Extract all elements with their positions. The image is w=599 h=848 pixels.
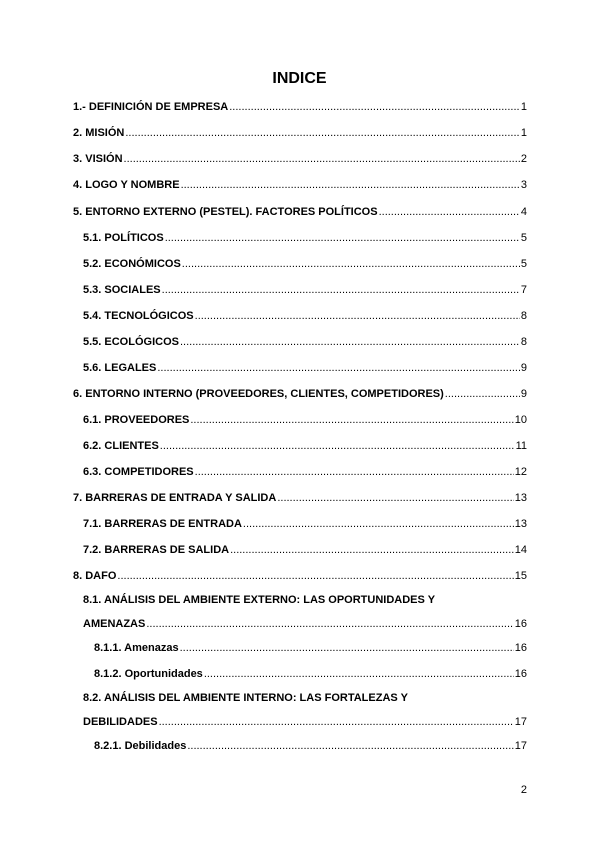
toc-entry[interactable] xyxy=(83,691,527,729)
toc-entry[interactable] xyxy=(83,593,527,631)
toc-entry-label: 7. BARRERAS DE ENTRADA Y SALIDA xyxy=(73,492,277,504)
dot-leader xyxy=(379,205,520,219)
toc-entry-page: 13 xyxy=(514,492,527,504)
toc-entry[interactable] xyxy=(73,152,527,166)
dot-leader xyxy=(124,152,520,166)
dot-leader xyxy=(230,543,514,557)
toc-entry-label-continued: DEBILIDADES xyxy=(83,716,158,728)
toc-entry[interactable] xyxy=(83,465,527,479)
toc-entry[interactable] xyxy=(73,205,527,219)
toc-entry-page: 5 xyxy=(520,232,527,244)
toc-entry[interactable] xyxy=(83,543,527,557)
toc-entry-label: 2. MISIÓN xyxy=(73,127,125,139)
toc-entry-label: 6.1. PROVEEDORES xyxy=(83,414,190,426)
dot-leader xyxy=(190,413,513,427)
toc-entry[interactable] xyxy=(73,387,527,401)
dot-leader xyxy=(182,257,520,271)
toc-entry-page: 16 xyxy=(514,642,527,654)
toc-entry-label: 1.- DEFINICIÓN DE EMPRESA xyxy=(73,101,229,113)
toc-entry-page: 10 xyxy=(514,414,527,426)
dot-leader xyxy=(180,335,520,349)
toc-entry-page: 15 xyxy=(514,570,527,582)
toc-entry[interactable] xyxy=(94,739,527,753)
toc-entry-page: 2 xyxy=(520,153,527,165)
toc-entry-label: 5. ENTORNO EXTERNO (PESTEL). FACTORES POLÍTICOS xyxy=(73,206,378,218)
toc-entry[interactable] xyxy=(73,569,527,583)
toc-entry[interactable] xyxy=(73,100,527,114)
toc-entry[interactable] xyxy=(83,361,527,375)
toc-entry-label: 5.5. ECOLÓGICOS xyxy=(83,336,179,348)
dot-leader xyxy=(159,715,514,729)
toc-entry-label: 7.2. BARRERAS DE SALIDA xyxy=(83,544,230,556)
dot-leader xyxy=(117,569,513,583)
toc-entry-label: 5.3. SOCIALES xyxy=(83,284,161,296)
toc-entry[interactable] xyxy=(94,641,527,655)
toc-entry-label: 8.1.2. Oportunidades xyxy=(94,668,203,680)
toc-entry-page: 5 xyxy=(520,258,527,270)
toc-entry[interactable] xyxy=(73,178,527,192)
toc-entry[interactable] xyxy=(83,413,527,427)
toc-entry-page: 1 xyxy=(520,101,527,113)
toc-entry-page: 3 xyxy=(520,179,527,191)
toc-entry[interactable] xyxy=(83,517,527,531)
toc-entry-label: 6.2. CLIENTES xyxy=(83,440,159,452)
dot-leader xyxy=(277,491,513,505)
toc-entry[interactable] xyxy=(73,126,527,140)
toc-entry-page: 7 xyxy=(520,284,527,296)
dot-leader xyxy=(162,283,520,297)
toc-entry-page: 11 xyxy=(515,440,527,452)
toc-entry-label: 4. LOGO Y NOMBRE xyxy=(73,179,180,191)
dot-leader xyxy=(180,641,514,655)
toc-entry-label-continued: AMENAZAS xyxy=(83,618,146,630)
toc-entry-page: 8 xyxy=(520,336,527,348)
toc-entry-page: 17 xyxy=(514,716,527,728)
toc-entry-label: 5.4. TECNOLÓGICOS xyxy=(83,310,194,322)
dot-leader xyxy=(157,361,520,375)
toc-entry[interactable] xyxy=(94,667,527,681)
toc-entry-page: 8 xyxy=(520,310,527,322)
toc-entry[interactable] xyxy=(83,439,527,453)
dot-leader xyxy=(187,739,513,753)
toc-entry[interactable] xyxy=(83,309,527,323)
toc-entry-label: 5.2. ECONÓMICOS xyxy=(83,258,181,270)
toc-entry-page: 12 xyxy=(514,466,527,478)
dot-leader xyxy=(195,465,514,479)
toc-entry-page: 9 xyxy=(520,362,527,374)
toc-entry[interactable] xyxy=(83,231,527,245)
toc-entry[interactable] xyxy=(83,335,527,349)
dot-leader xyxy=(181,178,520,192)
toc-entry-page: 4 xyxy=(520,206,527,218)
toc-entry-label: 7.1. BARRERAS DE ENTRADA xyxy=(83,518,242,530)
toc-entry-label: 8.1.1. Amenazas xyxy=(94,642,179,654)
dot-leader xyxy=(125,126,520,140)
toc-entry[interactable] xyxy=(83,283,527,297)
toc-entry-label: 6. ENTORNO INTERNO (PROVEEDORES, CLIENTES, COMPETIDORES) xyxy=(73,388,444,400)
dot-leader xyxy=(204,667,514,681)
page-number: 2 xyxy=(520,784,527,796)
toc-entry-page: 9 xyxy=(520,388,527,400)
toc-entry-page: 14 xyxy=(514,544,527,556)
toc-entry-page: 13 xyxy=(514,518,527,530)
dot-leader xyxy=(243,517,514,531)
dot-leader xyxy=(445,387,520,401)
toc-entry[interactable] xyxy=(73,491,527,505)
dot-leader xyxy=(160,439,515,453)
toc-entry-label: 6.3. COMPETIDORES xyxy=(83,466,194,478)
toc-entry-label: 5.6. LEGALES xyxy=(83,362,157,374)
toc-entry-page: 1 xyxy=(520,127,527,139)
toc-entry-label: 8.2. ANÁLISIS DEL AMBIENTE INTERNO: LAS FORTALEZAS Y xyxy=(83,692,408,704)
toc-entry-page: 16 xyxy=(514,618,527,630)
page-title: INDICE xyxy=(272,70,327,87)
dot-leader xyxy=(165,231,520,245)
toc-entry-label: 8. DAFO xyxy=(73,570,117,582)
toc-entry-label: 8.2.1. Debilidades xyxy=(94,740,187,752)
toc-entry-page: 16 xyxy=(514,668,527,680)
dot-leader xyxy=(146,617,513,631)
toc-entry[interactable] xyxy=(83,257,527,271)
toc-entry-label: 8.1. ANÁLISIS DEL AMBIENTE EXTERNO: LAS OPORTUNIDADES Y xyxy=(83,594,436,606)
toc-entry-label: 5.1. POLÍTICOS xyxy=(83,232,164,244)
toc-entry-page: 17 xyxy=(514,740,527,752)
dot-leader xyxy=(229,100,520,114)
toc-entry-label: 3. VISIÓN xyxy=(73,153,123,165)
dot-leader xyxy=(195,309,520,323)
